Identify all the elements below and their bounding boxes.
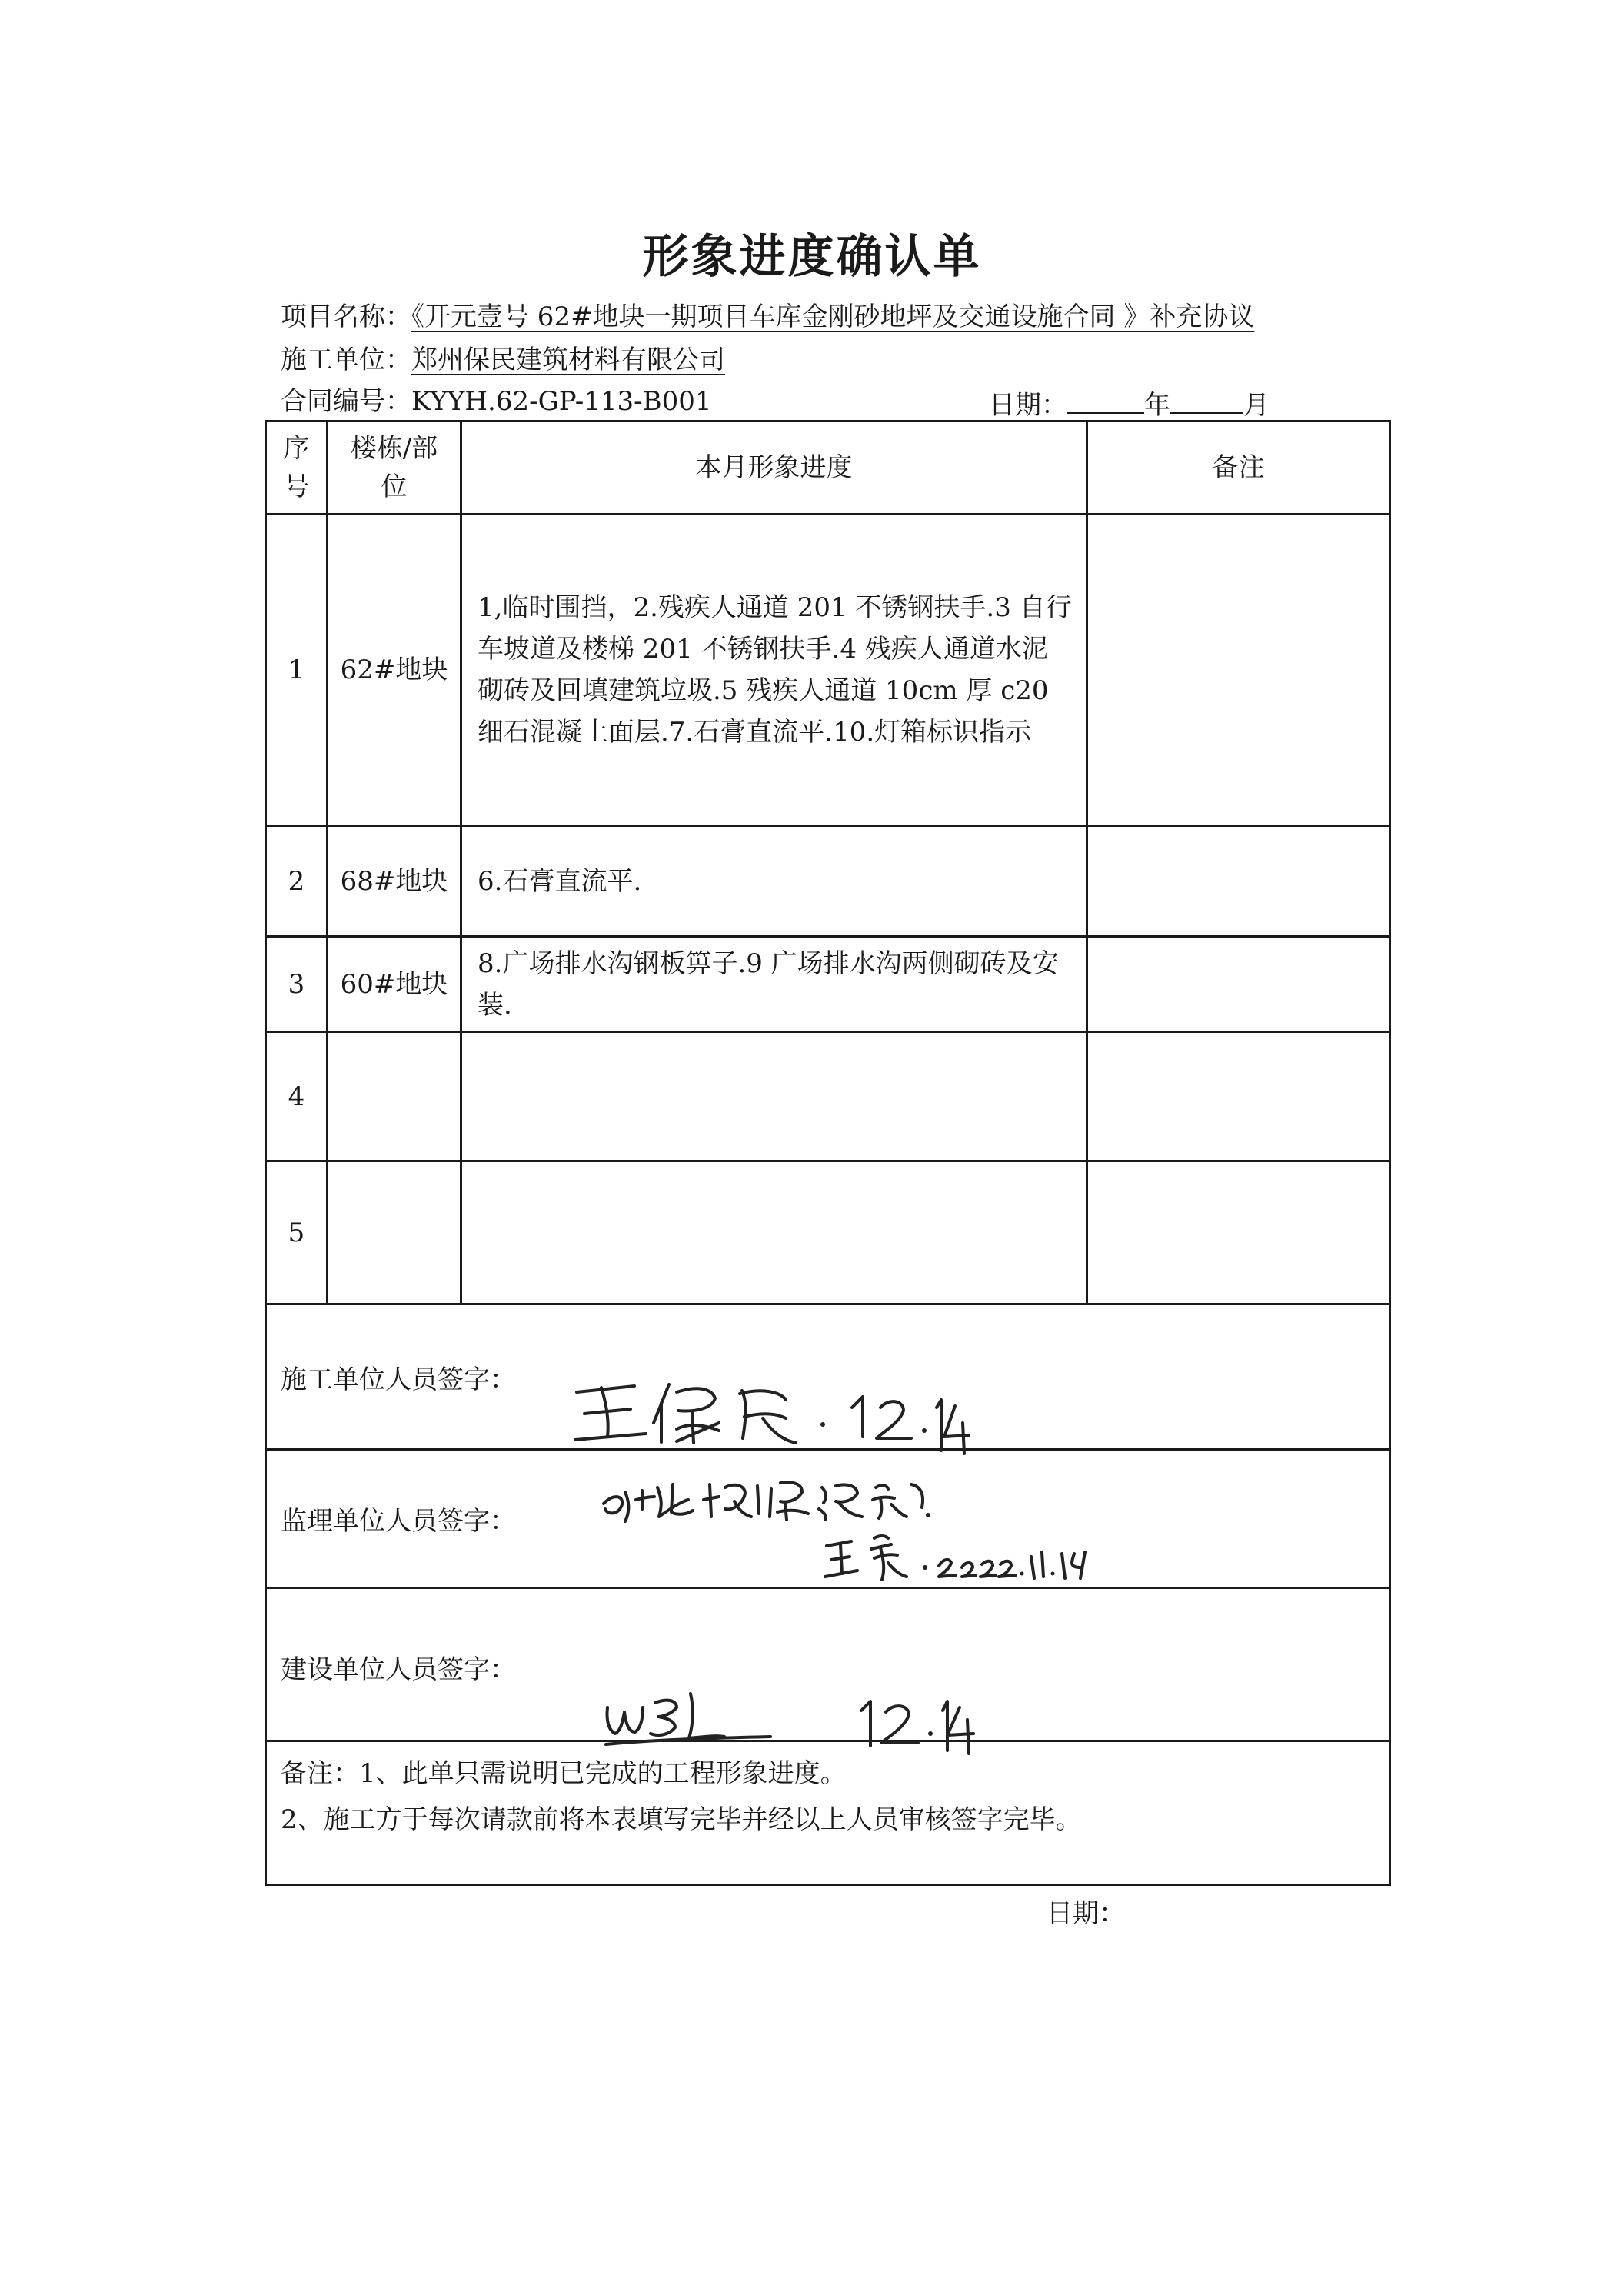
row-2-remark: [1088, 827, 1389, 935]
header-no: 序 号: [283, 433, 310, 502]
note-line-1: 备注：1、此单只需说明已完成的工程形象进度。: [281, 1758, 847, 1789]
header-progress: 本月形象进度: [695, 452, 853, 483]
row-2-building: 68#地块: [340, 865, 448, 897]
month-label: 月: [1243, 390, 1270, 421]
note-line-2: 2、施工方于每次请款前将本表填写完毕并经以上人员审核签字完毕。: [281, 1804, 1082, 1835]
contractor-label: 施工单位：: [281, 345, 411, 375]
row-5-remark: [1088, 1162, 1389, 1303]
owner-handwritten-signature: [592, 1677, 992, 1754]
contractor-line: [281, 343, 725, 377]
contract-no-label: 合同编号：: [281, 386, 411, 417]
row-3-building: 60#地块: [340, 968, 448, 1000]
date-line: [989, 385, 1270, 422]
header-remark: 备注: [1212, 452, 1265, 483]
owner-signature-label: 建设单位人员签字：: [281, 1654, 516, 1685]
row-4-no: 4: [288, 1081, 305, 1112]
sig-divider-2: [265, 1587, 1391, 1589]
row-1-no: 1: [288, 655, 305, 685]
row-3-remark: [1088, 938, 1389, 1031]
project-name-line: [281, 300, 1254, 334]
month-blank: [1170, 385, 1243, 414]
row-4-remark: [1088, 1033, 1389, 1160]
contractor-handwritten-signature: [561, 1369, 977, 1454]
footer-date-label: 日期：: [1047, 1898, 1125, 1929]
header-building: 楼栋/部 位: [350, 433, 438, 502]
row-5-no: 5: [288, 1217, 305, 1248]
contractor-value: 郑州保民建筑材料有限公司: [411, 345, 725, 375]
row-2-no: 2: [288, 865, 305, 897]
row-1-remark: [1088, 515, 1389, 825]
table-bottom-divider: [265, 1303, 1391, 1305]
contractor-signature-label: 施工单位人员签字：: [281, 1364, 516, 1395]
contract-no-value: KYYH.62-GP-113-B001: [411, 386, 712, 417]
row-3-progress: 8.广场排水沟钢板箅子.9 广场排水沟两侧砌砖及安装.: [478, 948, 1059, 1021]
project-name-label: 项目名称：: [281, 301, 411, 332]
row-4-progress: [462, 1033, 1086, 1160]
project-name-value: 《开元壹号 62#地块一期项目车库金刚砂地坪及交通设施合同 》补充协议: [411, 301, 1255, 332]
date-label: 日期：: [989, 390, 1067, 421]
row-4-building: [328, 1033, 460, 1160]
row-2-progress: 6.石膏直流平.: [478, 865, 642, 897]
row-3-no: 3: [288, 968, 305, 1000]
supervisor-signature-label: 监理单位人员签字：: [281, 1506, 516, 1537]
row-1-building: 62#地块: [340, 655, 448, 685]
contract-no-line: [281, 385, 712, 418]
page-title: 形象进度确认单: [642, 230, 982, 284]
row-1-progress: 1,临时围挡，2.残疾人通道 201 不锈钢扶手.3 自行车坡道及楼梯 201 不锈钢扶手.4 残疾人通道水泥砌砖及回填建筑垃圾.5 残疾人通道 10cm 厚 c20 细石混凝土面层.7.石膏直流平.10.灯箱标识指示: [478, 592, 1072, 748]
year-blank: [1067, 385, 1144, 414]
row-5-building: [328, 1162, 460, 1303]
row-5-progress: [462, 1162, 1086, 1303]
year-label: 年: [1144, 390, 1170, 421]
supervisor-handwritten-signature: [596, 1461, 1134, 1584]
